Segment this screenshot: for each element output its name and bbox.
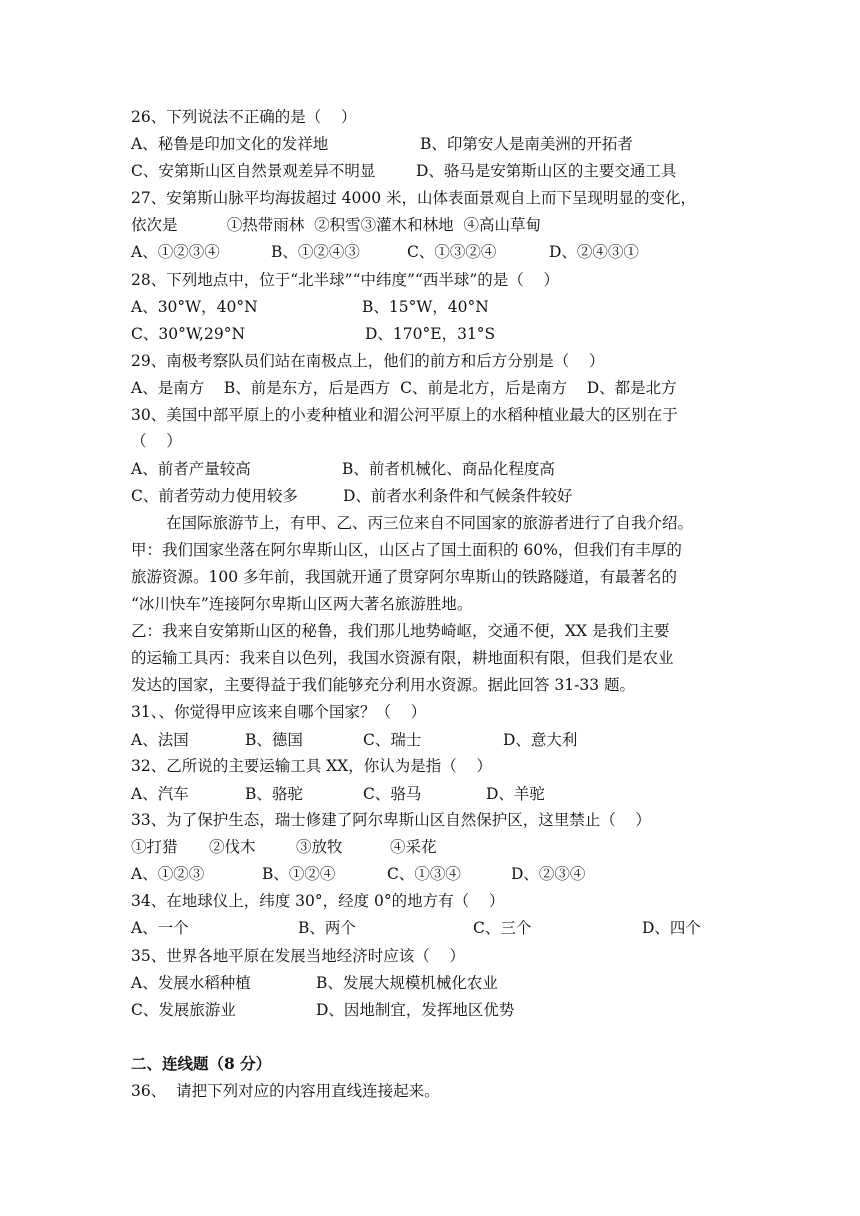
- q30-option-a: A、前者产量较高: [131, 460, 251, 478]
- passage-line-1: 在国际旅游节上，有甲、乙、丙三位来自不同国家的旅游者进行了自我介绍。: [166, 514, 694, 532]
- question-30-stem-line2: （ ）: [131, 432, 182, 450]
- q27-option-a: A、①②③④: [131, 243, 220, 261]
- q34-option-c: C、三个: [473, 919, 532, 937]
- q28-option-d: D、170°E，31°S: [365, 325, 496, 343]
- q32-option-a: A、汽车: [131, 785, 189, 803]
- question-26-stem: 26、下列说法不正确的是（ ）: [131, 108, 357, 126]
- question-35-stem: 35、世界各地平原在发展当地经济时应该（ ）: [131, 947, 465, 965]
- q33-option-c: C、①③④: [387, 865, 461, 883]
- q34-option-a: A、一个: [131, 919, 189, 937]
- q33-item-1: ①打猎: [131, 838, 178, 856]
- section-2-title: 二、连线题（8 分）: [131, 1054, 272, 1073]
- question-27-stem-line2: 依次是 ①热带雨林 ②积雪③灌木和林地 ④高山草甸: [131, 216, 541, 234]
- q26-option-b: B、印第安人是南美洲的开拓者: [420, 135, 633, 153]
- q34-option-d: D、四个: [642, 919, 701, 937]
- q35-option-b: B、发展大规模机械化农业: [316, 974, 498, 992]
- q33-item-3: ③放牧: [296, 838, 343, 856]
- q33-option-a: A、①②③: [131, 865, 205, 883]
- q26-option-c: C、安第斯山区自然景观差异不明显: [131, 162, 376, 180]
- q31-option-b: B、德国: [245, 731, 303, 749]
- passage-line-6: 的运输工具丙：我来自以色列，我国水资源有限，耕地面积有限，但我们是农业: [131, 649, 674, 667]
- question-36-stem: 36、 请把下列对应的内容用直线连接起来。: [131, 1082, 440, 1100]
- passage-line-3: 旅游资源。100 多年前，我国就开通了贯穿阿尔卑斯山的铁路隧道，有最著名的: [131, 568, 678, 586]
- q35-option-c: C、发展旅游业: [131, 1001, 236, 1019]
- q26-option-a: A、秘鲁是印加文化的发祥地: [131, 135, 329, 153]
- question-30-stem-line1: 30、美国中部平原上的小麦种植业和湄公河平原上的水稻种植业最大的区别在于: [131, 406, 678, 424]
- q33-item-4: ④采花: [390, 838, 437, 856]
- passage-line-7: 发达的国家，主要得益于我们能够充分利用水资源。据此回答 31-33 题。: [131, 676, 636, 694]
- q28-option-a: A、30°W，40°N: [131, 298, 258, 316]
- q34-option-b: B、两个: [298, 919, 356, 937]
- q32-option-d: D、羊驼: [486, 785, 545, 803]
- q30-option-d: D、前者水利条件和气候条件较好: [343, 487, 573, 505]
- passage-line-5: 乙：我来自安第斯山区的秘鲁，我们那儿地势崎岖，交通不便，XX 是我们主要: [131, 622, 670, 640]
- question-27-stem-line1: 27、安第斯山脉平均海拔超过 4000 米，山体表面景观自上而下呈现明显的变化，: [131, 189, 697, 207]
- q27-option-d: D、②④③①: [549, 243, 639, 261]
- q31-option-a: A、法国: [131, 731, 189, 749]
- question-32-stem: 32、乙所说的主要运输工具 XX，你认为是指（ ）: [131, 757, 492, 775]
- q35-option-a: A、发展水稻种植: [131, 974, 251, 992]
- question-33-stem: 33、为了保护生态，瑞士修建了阿尔卑斯山区自然保护区，这里禁止（ ）: [131, 811, 651, 829]
- question-31-stem: 31、、你觉得甲应该来自哪个国家？（ ）: [131, 703, 427, 721]
- q27-option-c: C、①③②④: [407, 243, 497, 261]
- q30-option-c: C、前者劳动力使用较多: [131, 487, 298, 505]
- question-34-stem: 34、在地球仪上，纬度 30°，经度 0°的地方有（ ）: [131, 892, 505, 910]
- q28-option-c: C、30°W,29°N: [131, 325, 246, 343]
- passage-line-4: “冰川快车”连接阿尔卑斯山区两大著名旅游胜地。: [131, 595, 473, 613]
- question-29-stem: 29、南极考察队员们站在南极点上，他们的前方和后方分别是（ ）: [131, 352, 605, 370]
- passage-line-2: 甲：我们国家坐落在阿尔卑斯山区，山区占了国土面积的 60%，但我们有丰厚的: [131, 541, 682, 559]
- q35-option-d: D、因地制宜，发挥地区优势: [316, 1001, 515, 1019]
- q27-option-b: B、①②④③: [271, 243, 360, 261]
- q32-option-c: C、骆马: [363, 785, 422, 803]
- q28-option-b: B、15°W，40°N: [362, 298, 489, 316]
- q26-option-d: D、骆马是安第斯山区的主要交通工具: [416, 162, 677, 180]
- q33-option-b: B、①②④: [262, 865, 336, 883]
- q31-option-c: C、瑞士: [363, 731, 422, 749]
- q32-option-b: B、骆驼: [245, 785, 303, 803]
- q33-item-2: ②伐木: [209, 838, 256, 856]
- question-29-options: A、是南方 B、前是东方，后是西方 C、前是北方，后是南方 D、都是北方: [131, 379, 677, 397]
- q31-option-d: D、意大利: [503, 731, 578, 749]
- question-28-stem: 28、下列地点中，位于“北半球”“中纬度”“西半球”的是（ ）: [131, 271, 559, 289]
- q30-option-b: B、前者机械化、商品化程度高: [342, 460, 555, 478]
- q33-option-d: D、②③④: [511, 865, 586, 883]
